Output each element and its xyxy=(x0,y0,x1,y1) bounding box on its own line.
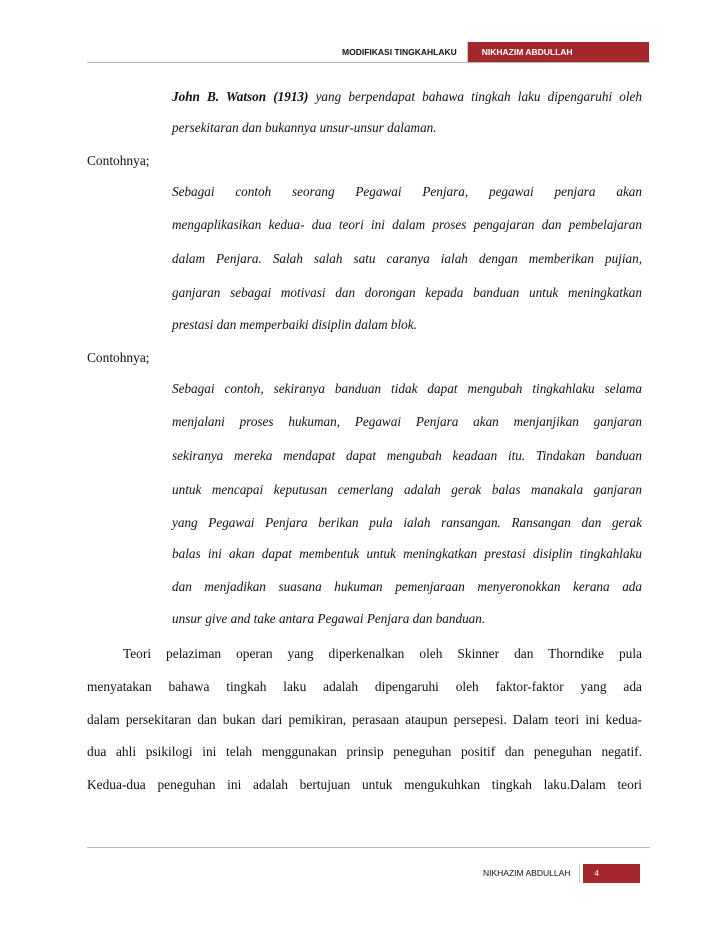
example2-line: balas ini akan dapat membentuk untuk meningkatkan prestasi disiplin tingkahlaku xyxy=(172,546,642,561)
watson-line-2: persekitaran dan bukannya unsur-unsur dalaman. xyxy=(172,120,437,135)
example2-line: untuk mencapai keputusan cemerlang adalah gerak balas manakala ganjaran xyxy=(172,482,642,497)
body-line: menyatakan bahawa tingkah laku adalah dipengaruhi oleh faktor-faktor yang ada xyxy=(87,679,642,694)
example2-line: sekiranya mereka mendapat dapat mengubah keadaan itu. Tindakan banduan xyxy=(172,448,642,463)
body-line: dalam persekitaran dan bukan dari pemikiran, perasaan ataupun persepesi. Dalam teori ini kedua- xyxy=(87,712,642,727)
example1-line: ganjaran sebagai motivasi dan dorongan kepada banduan untuk meningkatkan xyxy=(172,285,642,300)
body-line: Kedua-dua peneguhan ini adalah bertujuan untuk mengukuhkan tingkah laku.Dalam teori xyxy=(87,777,642,792)
example-label-1: Contohnya; xyxy=(87,153,150,168)
footer-author: NIKHAZIM ABDULLAH xyxy=(471,864,580,883)
header-title: MODIFIKASI TINGKAHLAKU xyxy=(334,42,468,62)
example1-line: mengaplikasikan kedua- dua teori ini dalam proses pengajaran dan pembelajaran xyxy=(172,217,642,232)
header-divider xyxy=(87,62,650,63)
header-author: NIKHAZIM ABDULLAH xyxy=(468,42,649,62)
page-header xyxy=(334,42,649,62)
body-line: Teori pelaziman operan yang diperkenalkan oleh Skinner dan Thorndike pula xyxy=(123,646,642,661)
example-label-2: Contohnya; xyxy=(87,350,150,365)
example1-line: dalam Penjara. Salah salah satu caranya ialah dengan memberikan pujian, xyxy=(172,251,642,266)
example1-line: Sebagai contoh seorang Pegawai Penjara, pegawai penjara akan xyxy=(172,184,642,199)
footer-divider xyxy=(87,847,650,848)
example2-line: menjalani proses hukuman, Pegawai Penjara akan menjanjikan ganjaran xyxy=(172,414,642,429)
watson-name: John B. Watson (1913) xyxy=(172,89,309,104)
example2-line: Sebagai contoh, sekiranya banduan tidak dapat mengubah tingkahlaku selama xyxy=(172,381,642,396)
page-number: 4 xyxy=(583,864,640,883)
page-footer xyxy=(471,864,640,883)
example2-line: dan menjadikan suasana hukuman pemenjaraan menyeronokkan kerana ada xyxy=(172,579,642,594)
example2-line: yang Pegawai Penjara berikan pula ialah ransangan. Ransangan dan gerak xyxy=(172,515,642,530)
example2-line: unsur give and take antara Pegawai Penjara dan banduan. xyxy=(172,611,486,626)
watson-line-1 xyxy=(172,90,642,103)
body-line: dua ahli psikilogi ini telah menggunakan prinsip peneguhan positif dan peneguhan negatif. xyxy=(87,744,642,759)
watson-line-1-rest: yang berpendapat bahawa tingkah laku dipengaruhi oleh xyxy=(308,89,642,104)
example1-line: prestasi dan memperbaiki disiplin dalam blok. xyxy=(172,317,417,332)
